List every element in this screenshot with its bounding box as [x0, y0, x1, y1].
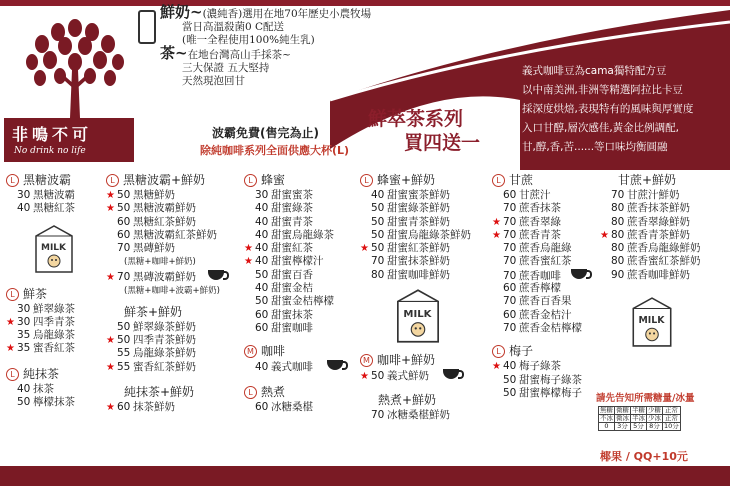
desc-line: 義式咖啡豆為cama獨特配方豆: [522, 65, 667, 77]
menu-item: 40 甜蜜蜜茶鮮奶: [371, 189, 450, 201]
menu-item: 70 甘蔗汁鮮奶: [611, 189, 680, 201]
menu-item: 80 蔗香烏龍綠鮮奶: [611, 242, 701, 255]
menu-item: 80 蔗香蜜紅茶鮮奶: [611, 255, 701, 268]
section-matcha-milk: [106, 384, 241, 414]
milk-carton-icon: [626, 296, 678, 348]
menu-header: [0, 0, 730, 170]
section-title: 梅子: [509, 344, 534, 359]
desc-line: 入口甘醇,層次感佳,黃金比例調配,: [522, 122, 680, 134]
size-badge: L: [244, 174, 257, 187]
tea-label: 茶~: [160, 44, 188, 62]
sugar-ice-table: 無糖 微糖 半糖 少糖 正常 不冰 微冰 半冰 少冰 正常 0 3分 5分 8分 10分: [600, 406, 679, 430]
menu-item: 50 甜蜜梅子綠茶: [503, 373, 582, 386]
menu-item: ★ 50 黑糖鮮奶: [106, 189, 175, 201]
menu-item: ★ 35 蜜香紅茶: [6, 342, 75, 355]
size-badge: L: [106, 174, 119, 187]
milk-line-1: (濃純香)選用在地70年歷史小農牧場: [202, 8, 372, 20]
size-badge: L: [244, 386, 257, 399]
item-note: (黑糖+咖啡+波霸+鮮奶): [124, 285, 220, 296]
size-badge: M: [360, 354, 373, 367]
svg-text:MILK: MILK: [638, 315, 665, 327]
menu-item: 50 檸檬抹茶: [17, 396, 75, 409]
svg-text:MILK: MILK: [41, 242, 67, 253]
menu-item: 60 蔗香檸檬: [503, 282, 561, 295]
section-hot-milk: [360, 392, 500, 422]
svg-text:MILK: MILK: [403, 309, 432, 321]
menu-item: 70 蔗香抹茶: [503, 202, 561, 215]
promo-large-cup: 除純咖啡系列全面供應大杯(L): [200, 144, 350, 157]
coffee-cup-icon: [327, 360, 343, 370]
menu-item: 30 黑糖波霸: [17, 189, 75, 201]
menu-item: 30 鮮翠綠茶: [17, 302, 75, 315]
menu-item: 50 甜蜜青茶鮮奶: [371, 215, 450, 228]
desc-line: 以中南美洲,非洲等精選阿拉比卡豆: [522, 84, 683, 96]
milk-carton-icon: [30, 224, 78, 274]
milk-bottle-icon: [138, 10, 156, 44]
size-badge: L: [492, 174, 505, 187]
size-badge: L: [6, 288, 19, 301]
menu-item: 40 黑糖紅茶: [17, 202, 75, 215]
sugar-ice-note: 請先告知所需糖量/冰量: [596, 393, 695, 404]
footer-bar: [0, 466, 730, 486]
section-title: 鮮茶+鮮奶: [124, 304, 183, 319]
menu-item: 60 黑糖紅茶鮮奶: [117, 215, 196, 228]
menu-item: ★ 50 四季青茶鮮奶: [106, 334, 196, 347]
menu-item: ★ 40 甜蜜紅茶: [244, 242, 313, 255]
brand-box: [4, 118, 134, 162]
menu-item: 70 黑磚鮮奶: [117, 242, 175, 255]
menu-item: 70 蔗香蜜紅茶: [503, 255, 572, 268]
menu-item: ★ 50 黑糖波霸鮮奶: [106, 202, 196, 215]
menu-item: ★ 70 蔗香青茶: [492, 228, 561, 241]
menu-item: 40 甜蜜綠茶: [255, 202, 313, 215]
menu-item: 40 甜蜜金桔: [255, 282, 313, 295]
intro-text: [160, 3, 372, 88]
menu-item: 70 蔗香金桔檸檬: [503, 321, 582, 334]
series-offer: 買四送一: [404, 132, 481, 154]
menu-item: 70 蔗香烏龍綠: [503, 242, 572, 255]
coffee-description: [522, 62, 727, 157]
promo-free-boba: 波霸免費(售完為止): [212, 126, 319, 140]
brand-name: 非鳴不可: [12, 125, 93, 144]
menu-item: ★ 70 蔗香翠綠: [492, 215, 561, 228]
section-title: 黑糖波霸+鮮奶: [123, 173, 206, 187]
section-sugarcane: [492, 172, 600, 335]
menu-item: 80 甜蜜咖啡鮮奶: [371, 268, 450, 281]
menu-item: 60 黑糖波霸紅茶鮮奶: [117, 228, 217, 241]
milk-label: 鮮奶~: [160, 3, 203, 21]
menu-item: 70 甜蜜抹茶鮮奶: [371, 255, 450, 268]
menu-item: 50 鮮翠綠茶鮮奶: [117, 320, 196, 333]
menu-item: 60 甘蔗汁: [503, 189, 551, 201]
section-hot: [244, 384, 362, 414]
menu-item: 50 甜蜜綠茶鮮奶: [371, 202, 450, 215]
coffee-cup-icon: [208, 270, 224, 280]
item-note: (黑糖+咖啡+鮮奶): [124, 257, 196, 268]
menu-item: 35 烏龍綠茶: [17, 329, 75, 342]
menu-item: 70 蔗香百香果: [503, 295, 572, 308]
tea-line-2: 三大保證 五大堅持: [182, 62, 270, 74]
menu-item: 50 甜蜜金桔檸檬: [255, 295, 334, 308]
menu-item: ★ 50 甜蜜紅茶鮮奶: [360, 242, 450, 255]
milk-carton-icon: [390, 288, 446, 344]
menu-item: ★ 55 蜜香紅茶鮮奶: [106, 360, 196, 373]
coffee-tree-logo: [20, 10, 130, 120]
section-title: 純抹茶: [23, 366, 60, 381]
section-title: 蜂蜜: [261, 173, 286, 187]
tea-line-1: 在地台灣高山手採茶~: [187, 49, 291, 61]
menu-item: ★ 70 黑磚波霸鮮奶: [106, 270, 241, 283]
section-title: 咖啡: [261, 344, 286, 359]
tea-line-3: 天然現泡回甘: [182, 75, 245, 87]
milk-line-3: (唯一全程使用100%純生乳): [182, 34, 315, 46]
menu-column-2: [106, 172, 241, 414]
menu-item: ★ 50 義式鮮奶: [360, 369, 500, 382]
menu-item: 60 冰糖桑椹: [255, 400, 313, 413]
topping-price: 椰果 / QQ+10元: [600, 450, 688, 463]
section-brown-sugar-milk: [106, 172, 241, 296]
section-title: 熱煮+鮮奶: [378, 393, 437, 408]
menu-item: 70 蔗香咖啡: [492, 269, 600, 282]
menu-item: 40 甜蜜青茶: [255, 215, 313, 228]
section-plum: [492, 343, 600, 400]
section-title: 蜂蜜+鮮奶: [377, 173, 436, 187]
section-fresh-tea-milk: [106, 304, 241, 374]
series-title: 鮮萃茶系列: [368, 108, 464, 130]
section-coffee: [244, 343, 362, 373]
menu-item: ★ 30 四季青茶: [6, 315, 75, 328]
milk-carton-area: [360, 282, 500, 352]
section-title: 黑糖波霸: [23, 173, 72, 187]
size-badge: L: [6, 368, 19, 381]
section-title: 咖啡+鮮奶: [377, 353, 436, 368]
menu-item: 80 蔗香翠綠鮮奶: [611, 215, 690, 228]
menu-item: 90 蔗香咖啡鮮奶: [611, 268, 690, 281]
menu-item: 30 甜蜜蜜茶: [255, 189, 313, 201]
menu-item: 40 義式咖啡: [244, 360, 362, 373]
section-honey: [244, 172, 362, 335]
menu-item: 50 甜蜜檸檬梅子: [503, 386, 582, 399]
size-badge: L: [492, 345, 505, 358]
menu-item: 80 蔗香抹茶鮮奶: [611, 202, 690, 215]
section-honey-milk: [360, 172, 500, 282]
menu-item: 55 烏龍綠茶鮮奶: [117, 347, 196, 360]
menu-item: 40 抹茶: [17, 382, 54, 395]
menu-item: 50 甜蜜百香: [255, 268, 313, 281]
desc-line: 採深度烘焙,表現特有的風味與厚實度: [522, 103, 694, 115]
menu-item: 60 甜蜜抹茶: [255, 308, 313, 321]
section-title: 鮮茶: [23, 286, 48, 301]
menu-item: 50 甜蜜烏龍綠茶鮮奶: [371, 228, 471, 241]
size-badge: M: [244, 345, 257, 358]
section-title: 純抹茶+鮮奶: [124, 384, 195, 399]
menu-item: 40 甜蜜烏龍綠茶: [255, 228, 334, 241]
menu-column-4: [360, 172, 500, 423]
coffee-cup-icon: [443, 369, 459, 379]
menu-column-5: [492, 172, 600, 400]
menu-item: ★ 60 抹茶鮮奶: [106, 400, 175, 413]
section-title: 熱煮: [261, 384, 286, 399]
menu-item: ★ 40 甜蜜檸檬汁: [244, 255, 324, 268]
menu-item: 60 甜蜜咖啡: [255, 321, 313, 334]
section-title: 甘蔗: [509, 173, 534, 187]
size-badge: L: [6, 174, 19, 187]
section-coffee-milk: [360, 352, 500, 382]
menu-item: ★ 40 梅子綠茶: [492, 360, 561, 373]
brand-slogan: No drink no life: [14, 146, 86, 156]
milk-carton-area: [600, 282, 728, 351]
menu-column-3: [244, 172, 362, 414]
menu-column-6: [600, 172, 728, 351]
coffee-cup-icon: [571, 269, 587, 279]
menu-item: 70 冰糖桑椹鮮奶: [371, 409, 450, 422]
size-badge: L: [360, 174, 373, 187]
section-title: 甘蔗+鮮奶: [618, 173, 677, 187]
milk-line-2: 當日高溫殺菌0 C配送: [182, 21, 285, 33]
menu-item: ★ 80 蔗香青茶鮮奶: [600, 228, 690, 241]
section-sugarcane-milk: [600, 172, 728, 282]
desc-line: 甘,醇,香,苦......等口味均衡圓融: [522, 141, 668, 153]
menu-item: 60 蔗香金桔汁: [503, 308, 572, 321]
